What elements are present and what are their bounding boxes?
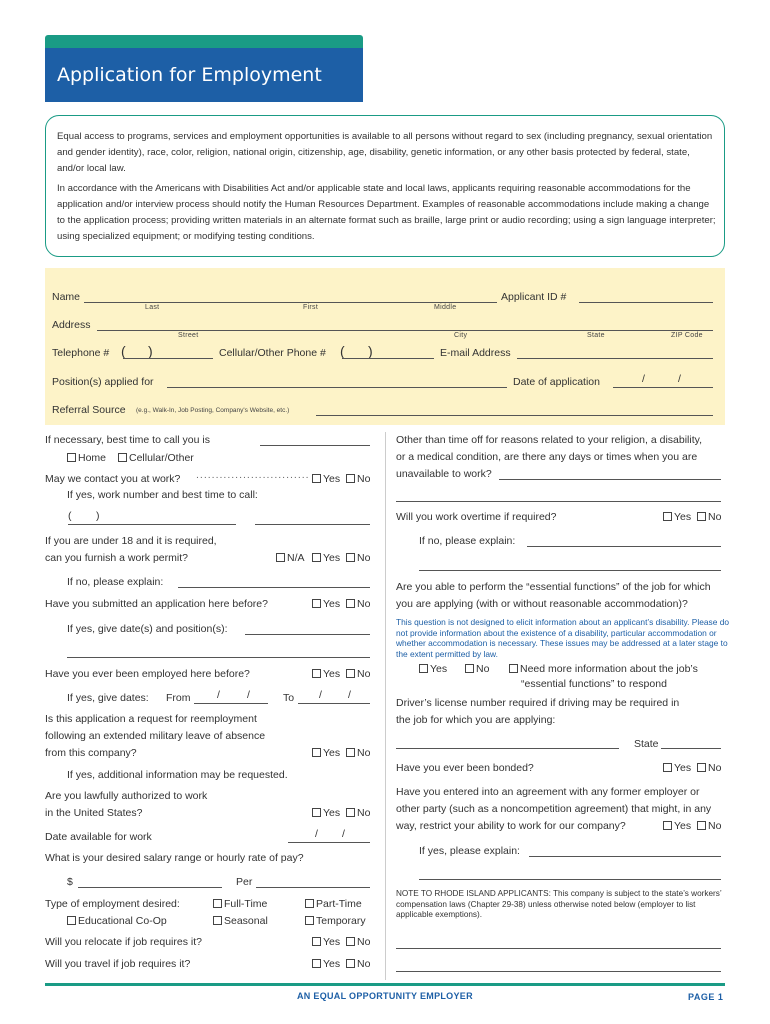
agreement-no[interactable]: No xyxy=(697,820,721,832)
agreement-label-1: Have you entered into an agreement with any former employer or xyxy=(396,786,700,798)
footer-rule xyxy=(45,983,725,986)
timeoff-field-2[interactable] xyxy=(396,501,721,502)
title-banner xyxy=(45,48,363,102)
bonded-label: Have you ever been bonded? xyxy=(396,762,534,774)
license-label-2: the job for which you are applying: xyxy=(396,714,556,726)
license-field[interactable] xyxy=(396,748,619,749)
submitted-yes[interactable]: Yes xyxy=(312,598,340,610)
contact-work-label: May we contact you at work? xyxy=(45,473,181,485)
essential-need-info[interactable]: Need more information about the job’s xyxy=(509,663,698,675)
dates-positions-label: If yes, give date(s) and position(s): xyxy=(67,623,228,635)
essential-yes[interactable]: Yes xyxy=(419,663,447,675)
page-number: PAGE 1 xyxy=(688,992,724,1002)
cell-paren-close: ) xyxy=(368,343,373,359)
submitted-no[interactable]: No xyxy=(346,598,370,610)
date-app-slash-1: / xyxy=(642,373,645,385)
timeoff-label-2: or a medical condition, are there any days or times when you are xyxy=(396,451,698,463)
rhode-island-note: NOTE TO RHODE ISLAND APPLICANTS: This company is subject to the state’s workers’ compensation laws (Chapter 29-38) unless otherwise noted below (employer to list applicable exemptions). xyxy=(396,889,722,919)
email-label: E-mail Address xyxy=(440,347,511,359)
leader-dots: ............................. xyxy=(196,469,310,481)
agreement-explain-label: If yes, please explain: xyxy=(419,845,520,857)
authorized-label-2: in the United States? xyxy=(45,807,143,819)
avail-slash-2: / xyxy=(342,828,345,840)
license-state-field[interactable] xyxy=(661,748,721,749)
zip-label: ZIP Code xyxy=(671,332,703,339)
cell-paren-open: ( xyxy=(340,343,345,359)
header-accent-bar xyxy=(45,35,363,48)
cellular-label: Cellular/Other xyxy=(129,452,194,464)
under18-label-1: If you are under 18 and it is required, xyxy=(45,535,217,547)
under18-label-2: can you furnish a work permit? xyxy=(45,552,188,564)
timeoff-label-1: Other than time off for reasons related to your religion, a disability, xyxy=(396,434,703,446)
intro-paragraph-1: Equal access to programs, services and employment opportunities is available to all persons without regard to sex (including pregnancy, sexual orientation and gender identity), race, color, religion, national origin, citizenship, age, disability, genetic information, or any other basis protected by federal, state, and/or local law. xyxy=(57,131,713,174)
to-date-field[interactable] xyxy=(298,703,370,704)
agreement-label-3: way, restrict your ability to work for our company? xyxy=(396,820,626,832)
name-label: Name xyxy=(52,291,81,303)
telephone-paren-close: ) xyxy=(148,343,153,359)
from-slash-1: / xyxy=(217,689,220,701)
license-label-1: Driver’s license number required if driving may be required in xyxy=(396,697,680,709)
date-application-field[interactable] xyxy=(613,387,713,388)
dates-positions-field-1[interactable] xyxy=(245,634,370,635)
contact-work-yes[interactable]: Yes xyxy=(312,473,340,485)
home-label: Home xyxy=(78,452,107,464)
page-title: Application for Employment xyxy=(57,64,322,86)
travel-no[interactable]: No xyxy=(346,958,370,970)
intro-paragraph-2: In accordance with the Americans with Disabilities Act and/or applicable state and local laws, applicants requiring reasonable accommodations for the application and/or interview process should notify the Human Resources Department. Examples of reasonable accommodations include making a change to the application process; providing written materials in an alternate format such as braille, large print or audio recording; using a sign language interpreter; using specialized equipment; or modifying testing conditions. xyxy=(57,183,716,242)
overtime-explain-field-2[interactable] xyxy=(419,570,721,571)
cellular-option[interactable] xyxy=(118,452,194,464)
license-state-label: State xyxy=(634,738,659,750)
seasonal-option[interactable]: Seasonal xyxy=(213,915,268,927)
avail-slash-1: / xyxy=(315,828,318,840)
relocate-label: Will you relocate if job requires it? xyxy=(45,936,202,948)
reemployment-no[interactable]: No xyxy=(346,747,370,759)
positions-label: Position(s) applied for xyxy=(52,376,154,388)
date-application-label: Date of application xyxy=(513,376,600,388)
timeoff-label-3: unavailable to work? xyxy=(396,468,492,480)
middle-label: Middle xyxy=(434,304,457,311)
from-label: From xyxy=(166,692,191,704)
authorized-yes[interactable]: Yes xyxy=(312,807,340,819)
contact-work-no[interactable]: No xyxy=(346,473,370,485)
referral-hint: (e.g., Walk-In, Job Posting, Company's Website, etc.) xyxy=(136,407,290,414)
exemptions-field-2[interactable] xyxy=(396,971,721,972)
to-slash-1: / xyxy=(319,689,322,701)
part-time-option[interactable]: Part-Time xyxy=(305,898,362,910)
relocate-yes[interactable]: Yes xyxy=(312,936,340,948)
temporary-option[interactable]: Temporary xyxy=(305,915,366,927)
best-time-field[interactable] xyxy=(260,445,370,446)
agreement-yes[interactable]: Yes xyxy=(663,820,691,832)
address-label: Address xyxy=(52,319,91,331)
permit-no[interactable]: No xyxy=(346,552,370,564)
essential-label-1: Are you able to perform the “essential functions” of the job for which xyxy=(396,581,711,593)
street-label: Street xyxy=(178,332,199,339)
date-available-field[interactable] xyxy=(288,842,370,843)
best-time-label: If necessary, best time to call you is xyxy=(45,434,210,446)
cell-field[interactable] xyxy=(342,358,434,359)
date-available-label: Date available for work xyxy=(45,831,152,843)
reemployment-label-3: from this company? xyxy=(45,747,137,759)
work-number-field[interactable] xyxy=(68,524,236,525)
essential-label-2: you are applying (with or without reasonable accommodation)? xyxy=(396,598,688,610)
first-label: First xyxy=(303,304,319,311)
personal-info-section xyxy=(45,268,725,425)
footer-eoe: AN EQUAL OPPORTUNITY EMPLOYER xyxy=(297,991,473,1001)
permit-explain-field[interactable] xyxy=(178,587,370,588)
name-field[interactable] xyxy=(84,302,497,303)
emp-type-label: Type of employment desired: xyxy=(45,898,180,910)
salary-field[interactable] xyxy=(78,887,222,888)
essential-no[interactable]: No xyxy=(465,663,489,675)
applicant-id-field[interactable] xyxy=(579,302,713,303)
from-slash-2: / xyxy=(247,689,250,701)
per-label: Per xyxy=(236,876,253,888)
from-date-field[interactable] xyxy=(194,703,268,704)
overtime-label: Will you work overtime if required? xyxy=(396,511,557,523)
disability-note: This question is not designed to elicit information about an applicant’s disability. Please do not provide information about the existence of a disability, particular accommodation or whether accommodation is necessary. These issues may be addressed at a later stage to the extent permitted by law. xyxy=(396,617,730,659)
cellular-checkbox[interactable] xyxy=(118,453,127,462)
employed-no[interactable]: No xyxy=(346,668,370,680)
additional-info-label: If yes, additional information may be requested. xyxy=(67,769,288,781)
give-dates-label: If yes, give dates: xyxy=(67,692,149,704)
overtime-explain-field-1[interactable] xyxy=(527,546,721,547)
submitted-label: Have you submitted an application here before? xyxy=(45,598,268,610)
essential-need-info-2: “essential functions” to respond xyxy=(521,678,667,690)
permit-na[interactable]: N/A xyxy=(276,552,305,564)
relocate-no[interactable]: No xyxy=(346,936,370,948)
work-number-paren-open: ( xyxy=(68,510,72,522)
reemployment-label-1: Is this application a request for reemployment xyxy=(45,713,257,725)
reemployment-yes[interactable]: Yes xyxy=(312,747,340,759)
telephone-label: Telephone # xyxy=(52,347,110,359)
cell-label: Cellular/Other Phone # xyxy=(219,347,326,359)
timeoff-field-1[interactable] xyxy=(499,479,721,480)
employed-label: Have you ever been employed here before? xyxy=(45,668,250,680)
email-field[interactable] xyxy=(517,358,713,359)
permit-yes[interactable]: Yes xyxy=(312,552,340,564)
permit-explain-label: If no, please explain: xyxy=(67,576,164,588)
dates-positions-field-2[interactable] xyxy=(67,657,370,658)
overtime-yes[interactable]: Yes xyxy=(663,511,691,523)
last-label: Last xyxy=(145,304,160,311)
positions-field[interactable] xyxy=(167,387,507,388)
home-option[interactable] xyxy=(67,452,106,464)
travel-label: Will you travel if job requires it? xyxy=(45,958,191,970)
work-number-label: If yes, work number and best time to call: xyxy=(67,489,258,501)
telephone-paren-open: ( xyxy=(121,343,126,359)
employed-yes[interactable]: Yes xyxy=(312,668,340,680)
bonded-no[interactable]: No xyxy=(697,762,721,774)
to-label: To xyxy=(283,692,295,704)
full-time-option[interactable]: Full-Time xyxy=(213,898,267,910)
per-field[interactable] xyxy=(256,887,370,888)
home-checkbox[interactable] xyxy=(67,453,76,462)
referral-label: Referral Source xyxy=(52,404,126,416)
agreement-explain-field-1[interactable] xyxy=(529,856,721,857)
telephone-field[interactable] xyxy=(123,358,213,359)
agreement-label-2: other party (such as a noncompetition agreement) that might, in any xyxy=(396,803,712,815)
date-app-slash-2: / xyxy=(678,373,681,385)
overtime-explain-label: If no, please explain: xyxy=(419,535,516,547)
work-number-paren-close: ) xyxy=(96,510,100,522)
authorized-no[interactable]: No xyxy=(346,807,370,819)
travel-yes[interactable]: Yes xyxy=(312,958,340,970)
bonded-yes[interactable]: Yes xyxy=(663,762,691,774)
exemptions-field-1[interactable] xyxy=(396,948,721,949)
state-label: State xyxy=(587,332,605,339)
best-time-work-field[interactable] xyxy=(255,524,370,525)
applicant-id-label: Applicant ID # xyxy=(501,291,567,303)
address-field[interactable] xyxy=(97,330,713,331)
authorized-label-1: Are you lawfully authorized to work xyxy=(45,790,208,802)
co-op-option[interactable]: Educational Co-Op xyxy=(67,915,167,927)
salary-label: What is your desired salary range or hourly rate of pay? xyxy=(45,852,304,864)
dollar-sign: $ xyxy=(67,876,73,888)
column-divider xyxy=(385,432,386,980)
overtime-no[interactable]: No xyxy=(697,511,721,523)
to-slash-2: / xyxy=(348,689,351,701)
referral-field[interactable] xyxy=(316,415,713,416)
city-label: City xyxy=(454,332,468,339)
agreement-explain-field-2[interactable] xyxy=(419,879,721,880)
reemployment-label-2: following an extended military leave of absence xyxy=(45,730,266,742)
